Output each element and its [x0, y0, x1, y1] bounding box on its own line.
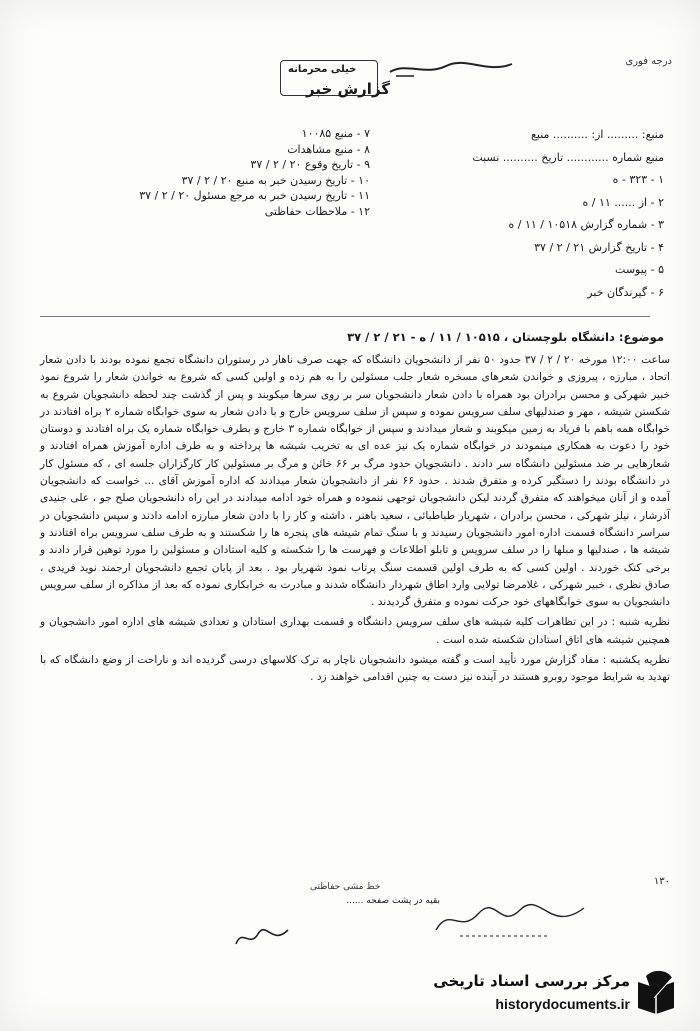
watermark-url: historydocuments.ir	[495, 996, 630, 1012]
meta-right-line: منبع: ......... از: .......... منبع	[531, 128, 664, 141]
continued-note: بقیه در پشت صفحه ......	[346, 896, 440, 906]
watermark-name: مرکز بررسی اسناد تاریخی	[433, 972, 630, 990]
meta-right-line: ۲ - از ...... ۱۱ / ه	[582, 195, 664, 209]
meta-left-line: ۱۲ - ملاحظات حفاظتی	[264, 204, 370, 218]
signature-left	[232, 924, 292, 950]
classification-mark: درجه فوری	[625, 56, 672, 67]
report-body	[40, 352, 670, 687]
body-paragraph: نظریه یکشنبه : مفاد گزارش مورد تأیید است و گفته میشود دانشجویان ناچار به ترک کلاسهای درسی گردیده اند و ناراحت از وضع دانشگاه که با تهدید به شرایط موجود روبرو هستند در آینده نیز دست به چنین اقدامی خواهند زد .	[40, 654, 670, 684]
meta-right-line: ۳ - شماره گزارش ۱۰۵۱۸ / ۱۱ / ه	[508, 218, 664, 231]
footer-label: خط مشی حفاظتی	[310, 882, 381, 892]
report-title: گزارش خبر	[305, 80, 391, 98]
meta-right-line: ۵ - پیوست	[615, 263, 664, 276]
meta-right-line: ۱ - ۳۲۳ - ه	[612, 173, 664, 186]
divider	[40, 316, 650, 317]
meta-right-line: ۴ - تاریخ گزارش ۲۱ / ۲ / ۳۷	[534, 240, 664, 254]
stamp-label: خیلی محرمانه	[288, 64, 357, 75]
body-paragraph: ساعت ۱۲:۰۰ مورخه ۲۰ / ۲ / ۳۷ حدود ۵۰ نفر از دانشجویان دانشگاه که جهت صرف ناهار در رستوران دانشگاه تجمع نموده بودند با دادن شعار اتحاد ، مبارزه ، پیروزی و خواندن شعرهای مسخره شعار جلب مسئولین را به هم زده و اولین کسی که شروع به خواندن شعار را شروع نمود خبیر شهرکی و محسن برادران بود همراه با دادن شعار دانشجویان سر بر روی سرها میکوبند و پس از گذشت چند لحظه دانشجویان شروع به شکستن شیشه ، مهر و صندلیهای سلف سرویس نموده و سپس از سلف سرویس خارج و با دادن شعار به سوی خوابگاه شماره ۲ براه افتادند در خوابگاه همه باهم با فریاد به زمین میکوبند و شعار میدادند و سپس از خوابگاه شماره ۳ خارج و بطرف خوابگاه شماره یک براه افتادند و دوستان خود را دعوت به همکاری مینمودند در خوابگاه شماره یک نیز عده ای به تخریب شیشه ها پرداخته و به طرف اداره آموزش همراه افتادند و شعارهایی بر ضد مسئولین دانشگاه سر دادند . دانشجویان حدود مرگ بر ۶۶ خائن و مرگ بر مسئولین کار کارگزاران جلسه ای ، که مسئول کار در دانشگاه بودند را دستگیر کرده و متفرق شدند . حدود ۶۶ نفر از دانشجویان شعار میدادند که اداره آموزش آقای ... خواست که دانشجویان آمده و از آنان میخواهند که متفرق گردند لیکن دانشجویان توجهی ننموده و همراه خود ادامه میدادند در این راه دانشجویان صلح جو ، علی جنیدی آذرشار ، نیلز شهرکی ، محسن برادران ، شهریار طباطبائی ، سعید باهنر ، داشته و کار را با دادن شعار مبارزه ادامه دادند و سپس دانشجویان در سراسر دانشگاه قسمت اداره امور دانشجویان رسیدند و با سنگ تمام شیشه های پنجره ها را شکستند و به طرف سلف سرویس براه افتادند و شیشه ها ، صندلیها و مبلها را در سلف سرویس و تابلو اطلاعات و فهرست ها را شکسته و کلیه استادان و مسئولین را مورد توهین قرار دادند و برخی کتک خوردند . اولین کسی که به طرف اولین قسمت سنگ پرتاب نمود شهریار بود . بعد از پایان تجمع دانشجویان ارجمند نوید فریدی ، صادق نظری ، خبیر شهرکی ، غلامرضا تولایی وارد اطاق شهردار دانشگاه شدند و مبادرت به خرابکاری نموده که بعد از مذاکره از سلف سرویس دانشجویان به سوی خوابگاههای خود حرکت نموده و متفرق گردیدند .	[40, 354, 670, 609]
signature-right	[430, 900, 590, 940]
book-quill-icon	[632, 968, 680, 1018]
meta-left-line: ۱۰ - تاریخ رسیدن خبر به منبع ۲۰ / ۲ / ۳۷	[181, 173, 370, 187]
meta-left-line: ۱۱ - تاریخ رسیدن خبر به مرجع مسئول ۲۰ / ۲ / ۳۷	[139, 189, 370, 202]
meta-left-line: ۹ - تاریخ وقوع ۲۰ / ۲ / ۳۷	[250, 158, 370, 171]
meta-left-line: ۷ - منبع ۱۰۰۸۵	[301, 127, 370, 140]
subject-line: موضوع: دانشگاه بلوچستان ، ۱۰۵۱۵ / ۱۱ / ه - ۲۱ / ۲ / ۳۷	[347, 330, 664, 344]
meta-left-block	[40, 126, 370, 219]
meta-right-line: ۶ - گیرندگان خبر	[587, 285, 664, 299]
meta-right-line: منبع شماره ............ تاریخ .......... نسبت	[472, 150, 664, 164]
footer-number: ۱۳۰	[653, 876, 670, 887]
meta-left-line: ۸ - منبع مشاهدات	[287, 142, 370, 156]
body-paragraph: نظریه شنبه : در این تظاهرات کلیه شیشه های سلف سرویس دانشگاه و قسمت بهداری استادان و تعدادی شیشه های اداره امور دانشجویان و همچنین شیشه های اتاق استادان شکسته شده است .	[40, 616, 670, 646]
title-handwriting	[386, 58, 516, 80]
meta-right-block	[354, 124, 664, 304]
